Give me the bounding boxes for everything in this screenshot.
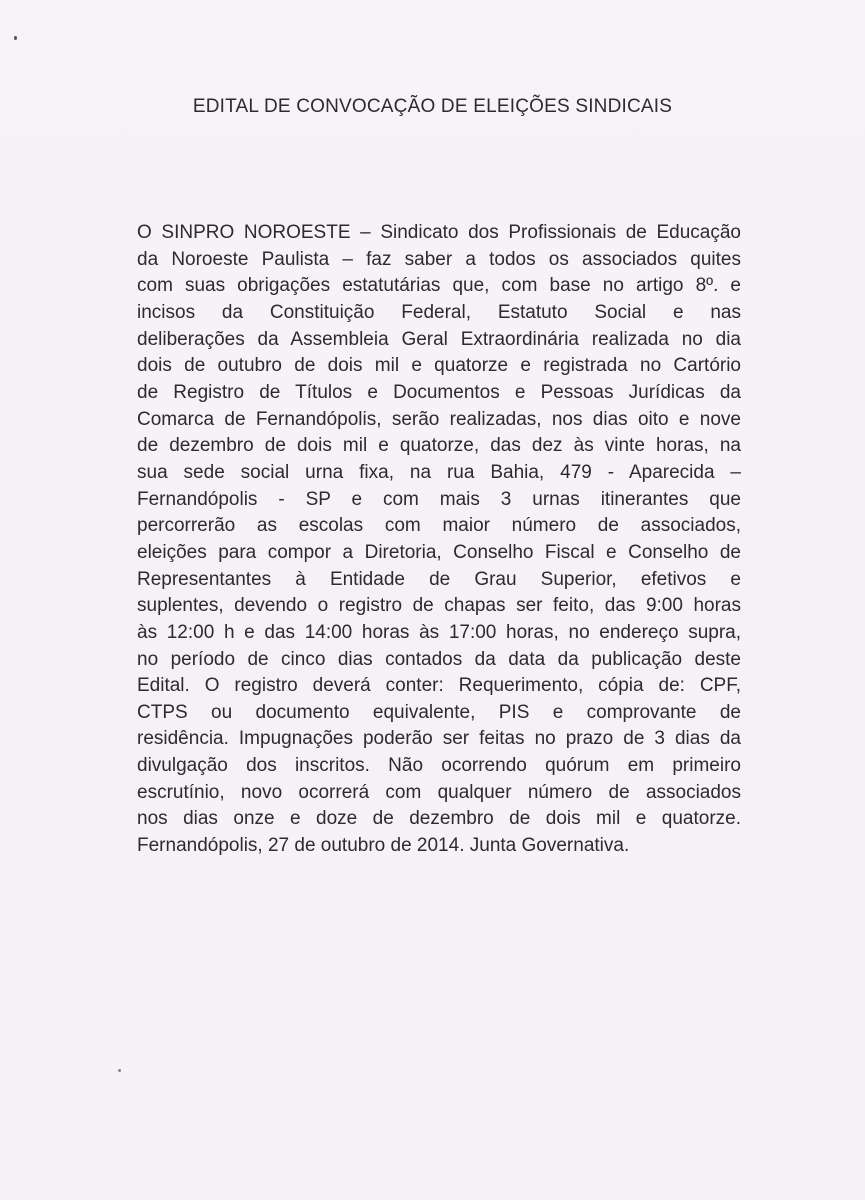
body-line: da Noroeste Paulista – faz saber a todos os associados quites: [137, 248, 741, 270]
body-line: CTPS ou documento equivalente, PIS e comprovante de: [137, 701, 741, 723]
body-line: percorrerão as escolas com maior número de associados,: [137, 515, 741, 537]
body-line: Comarca de Fernandópolis, serão realizadas, nos dias oito e nove: [137, 408, 741, 430]
body-line: incisos da Constituição Federal, Estatuto Social e nas: [137, 301, 741, 323]
body-line: dois de outubro de dois mil e quatorze e registrada no Cartório: [137, 355, 741, 377]
document-title: EDITAL DE CONVOCAÇÃO DE ELEIÇÕES SINDICAIS: [192, 96, 673, 117]
scan-speck: [14, 36, 17, 40]
body-line: sua sede social urna fixa, na rua Bahia, 479 - Aparecida –: [137, 461, 741, 483]
body-line: suplentes, devendo o registro de chapas ser feito, das 9:00 horas: [137, 595, 741, 617]
body-line: de Registro de Títulos e Documentos e Pessoas Jurídicas da: [137, 381, 741, 403]
body-line: escrutínio, novo ocorrerá com qualquer número de associados: [137, 781, 741, 803]
body-line: Edital. O registro deverá conter: Requerimento, cópia de: CPF,: [137, 675, 741, 697]
body-line: com suas obrigações estatutárias que, com base no artigo 8º. e: [137, 275, 741, 297]
body-line: divulgação dos inscritos. Não ocorrendo quórum em primeiro: [137, 755, 741, 777]
body-line: Fernandópolis, 27 de outubro de 2014. Junta Governativa.: [137, 835, 630, 857]
scan-speck: [118, 1069, 121, 1072]
body-line: Fernandópolis - SP e com mais 3 urnas itinerantes que: [137, 488, 741, 510]
body-line: de dezembro de dois mil e quatorze, das dez às vinte horas, na: [137, 435, 741, 457]
body-line: residência. Impugnações poderão ser feitas no prazo de 3 dias da: [137, 728, 741, 750]
body-line: nos dias onze e doze de dezembro de dois mil e quatorze.: [137, 808, 741, 830]
body-line: eleições para compor a Diretoria, Conselho Fiscal e Conselho de: [137, 541, 741, 563]
document-body: [137, 220, 741, 860]
body-line: às 12:00 h e das 14:00 horas às 17:00 horas, no endereço supra,: [137, 621, 741, 643]
body-line: deliberações da Assembleia Geral Extraordinária realizada no dia: [137, 328, 741, 350]
body-line: Representantes à Entidade de Grau Superior, efetivos e: [137, 568, 741, 590]
body-line: no período de cinco dias contados da data da publicação deste: [137, 648, 741, 670]
body-line: O SINPRO NOROESTE – Sindicato dos Profissionais de Educação: [137, 222, 741, 243]
